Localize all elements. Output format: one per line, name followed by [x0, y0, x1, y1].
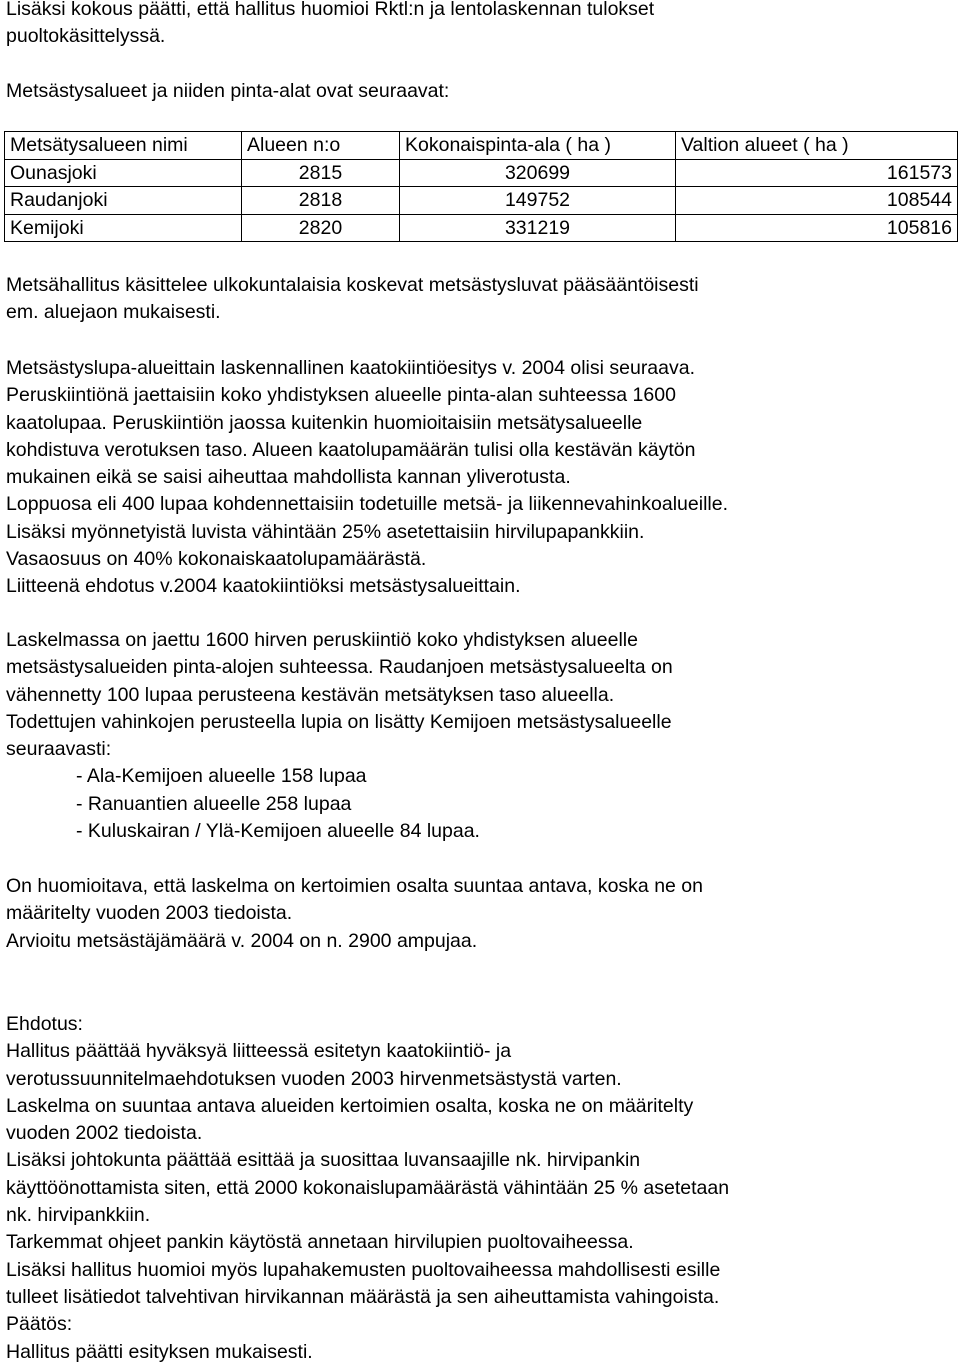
table-cell: 149752	[400, 187, 676, 215]
table-cell: Raudanjoki	[5, 187, 242, 215]
text-line: Metsästyslupa-alueittain laskennallinen kaatokiintiöesitys v. 2004 olisi seuraava.	[6, 357, 696, 379]
paragraph-proposal-decision	[6, 1011, 956, 1366]
text-line: Liitteenä ehdotus v.2004 kaatokiintiöksi metsästysalueittain.	[6, 575, 521, 598]
text-line: Lisäksi hallitus huomioi myös lupahakemusten puoltovaiheessa mahdollisesti esille	[6, 1258, 721, 1281]
text-line: Metsähallitus käsittelee ulkokuntalaisia koskevat metsästysluvat pääsääntöisesti	[6, 274, 699, 296]
table-cell: 331219	[400, 214, 676, 242]
text-line: tulleet lisätiedot talvehtivan hirvikannan määrästä ja sen aiheuttamista vahingoista.	[6, 1285, 720, 1308]
table-row	[5, 159, 958, 187]
text-line: Laskelmassa on jaettu 1600 hirven peruskiintiö koko yhdistyksen alueelle	[6, 629, 638, 651]
text-line: On huomioitava, että laskelma on kertoimien osalta suuntaa antava, koska ne on	[6, 875, 703, 897]
text-line: Hallitus päätti esityksen mukaisesti.	[6, 1340, 313, 1363]
proposal-heading: Ehdotus:	[6, 1013, 83, 1035]
table-cell: Ounasjoki	[5, 159, 242, 187]
table-header-cell: Kokonaispinta-ala ( ha )	[400, 132, 676, 160]
text-line: Tarkemmat ohjeet pankin käytöstä annetaan hirvilupien puoltovaiheessa.	[6, 1231, 634, 1254]
paragraph-note	[6, 873, 956, 955]
text-line: määritelty vuoden 2003 tiedoista.	[6, 902, 293, 925]
text-line: Hallitus päättää hyväksyä liitteessä esitetyn kaatokiintiö- ja	[6, 1040, 512, 1063]
table-cell: 2820	[242, 214, 400, 242]
hunting-areas-table	[4, 131, 958, 242]
table-header-cell: Alueen n:o	[242, 132, 400, 160]
text-line: kaatolupaa. Peruskiintiön jaossa kuitenkin huomioitaisiin metsätysalueelle	[6, 411, 643, 434]
text-line: Lisäksi kokous päätti, että hallitus huomioi Rktl:n ja lentolaskennan tulokset	[6, 0, 655, 20]
text-line: Laskelma on suuntaa antava alueiden kertoimien osalta, koska ne on määritelty	[6, 1094, 694, 1117]
text-line: Peruskiintiönä jaettaisiin koko yhdistyksen alueelle pinta-alan suhteessa 1600	[6, 384, 676, 407]
list-item: - Ala-Kemijoen alueelle 158 lupaa	[76, 765, 367, 788]
table-header-cell: Valtion alueet ( ha )	[676, 132, 958, 160]
text-line: kohdistuva verotuksen taso. Alueen kaatolupamäärän tulisi olla kestävän käytön	[6, 438, 696, 461]
text-line: Arvioitu metsästäjämäärä v. 2004 on n. 2900 ampujaa.	[6, 929, 478, 952]
paragraph-calculation	[6, 627, 956, 845]
table-row	[5, 214, 958, 242]
text-line: Lisäksi johtokunta päättää esittää ja suosittaa luvansaajille nk. hirvipankin	[6, 1149, 641, 1172]
text-line: Todettujen vahinkojen perusteella lupia on lisätty Kemijoen metsästysalueelle	[6, 710, 672, 733]
text-line: em. aluejaon mukaisesti.	[6, 301, 221, 324]
list-item: - Ranuantien alueelle 258 lupaa	[76, 792, 352, 815]
text-line: vähennetty 100 lupaa perusteena kestävän metsätyksen taso alueella.	[6, 683, 615, 706]
text-line: nk. hirvipankkiin.	[6, 1204, 151, 1227]
table-cell: Kemijoki	[5, 214, 242, 242]
table-header-row	[5, 132, 958, 160]
paragraph-quota-proposal	[6, 355, 956, 601]
list-item: - Kuluskairan / Ylä-Kemijoen alueelle 84 lupaa.	[76, 820, 480, 843]
table-cell: 2818	[242, 187, 400, 215]
table-header-cell: Metsätysalueen nimi	[5, 132, 242, 160]
text-line: seuraavasti:	[6, 738, 112, 761]
text-line: Vasaosuus on 40% kokonaiskaatolupamäärästä.	[6, 548, 427, 571]
table-cell: 161573	[676, 159, 958, 187]
text-line: käyttöönottamista siten, että 2000 kokonaislupamäärästä vähintään 25 % asetetaan	[6, 1176, 730, 1199]
intro-paragraph	[6, 0, 956, 51]
table-cell: 105816	[676, 214, 958, 242]
paragraph-permits	[6, 272, 956, 327]
text-line: metsästysalueiden pinta-alojen suhteessa. Raudanjoen metsästysalueelta on	[6, 656, 673, 679]
text-line: verotussuunnitelmaehdotuksen vuoden 2003 hirvenmetsästystä varten.	[6, 1067, 622, 1090]
text-line: puoltokäsittelyssä.	[6, 25, 166, 48]
text-line: Metsästysalueet ja niiden pinta-alat ovat seuraavat:	[6, 80, 450, 102]
decision-heading: Päätös:	[6, 1313, 73, 1336]
table-row	[5, 187, 958, 215]
text-line: vuoden 2002 tiedoista.	[6, 1122, 203, 1145]
text-line: Lisäksi myönnetyistä luvista vähintään 25% asetettaisiin hirvilupapankkiin.	[6, 520, 645, 543]
table-cell: 320699	[400, 159, 676, 187]
table-cell: 2815	[242, 159, 400, 187]
table-cell: 108544	[676, 187, 958, 215]
text-line: Loppuosa eli 400 lupaa kohdennettaisiin todetuille metsä- ja liikennevahinkoalueille.	[6, 493, 728, 516]
text-line: mukainen eikä se saisi aiheuttaa mahdollista kannan yliverotusta.	[6, 466, 571, 489]
table-title	[6, 78, 956, 105]
